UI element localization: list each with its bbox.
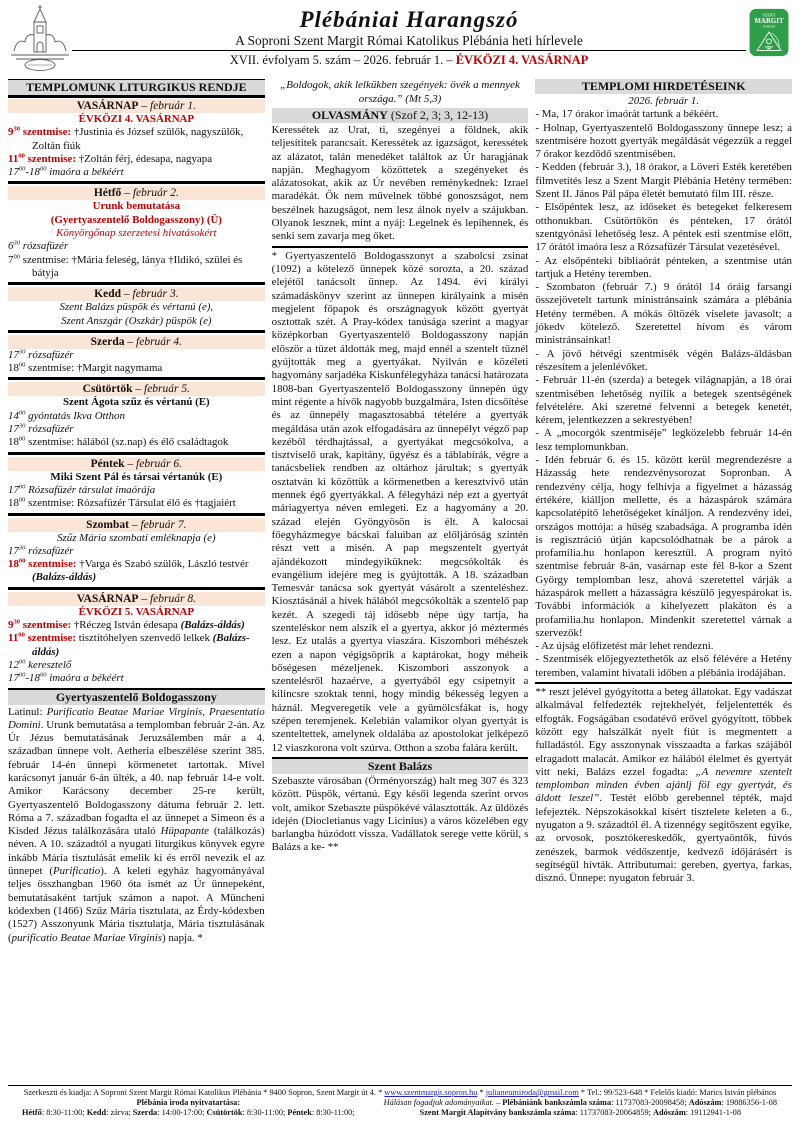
text-run: (Balázs-áldás) <box>32 571 97 584</box>
text-run: szentmise: <box>28 362 75 375</box>
balazs-article-body: Szebaszte városában (Örményország) halt meg 307 és 323 között. Püspök, vértanú. Egy késői legenda szerint orvos volt, amikor Szebaszte püspökévé választották. Az üldözés idején (Diocletianus vagy Licinius) a város közelében egy barlangba húzódott vissza. Vadállatok serege vette körül, s Balázs a ke- ** <box>271 774 529 854</box>
schedule-day-header <box>8 287 265 301</box>
masthead-rule <box>72 50 746 51</box>
text-run: (találkozás) néven. A 10. századtól a nyugati liturgikus könyvek egyre inkább Mária tisztulását emelik ki és erről nevezik el az ünnepet ( <box>8 825 265 878</box>
text-run: †Varga és Szabó szülők, László testvér <box>79 558 249 571</box>
office-hours-line <box>8 1108 369 1118</box>
imprint-contact: * Tel.: 99/523-648 * Felelős kiadó: Marics István plébános <box>578 1088 777 1097</box>
announcement-list <box>535 108 792 680</box>
text-run: 6 <box>8 240 14 253</box>
text-run: ). A keleti egyház hagyományával teljes összhangban 1960 óta ismét az Úr ünnepeként, bemutatásaként tartjuk számon a napot. A Müncheni kódexben (1466) Szűz Mária tisztulata, az Érdy-kódexben (1527) Asszonyunk Mária tisztulatja, Mária tisztulásának ( <box>8 865 265 944</box>
text-run: Rózsafüzér társulat imaórája <box>28 483 156 496</box>
text-run: Szerda <box>132 1108 158 1117</box>
text-run: 18 <box>8 497 19 510</box>
logo-text-szent: SZENT <box>762 12 776 18</box>
text-run: . Urunk bemutatása a templomban február 2-án. Az Úr Jézus bemutatásának Jeruzsálemben már a 4. században ünnepe volt. Aetheria elbeszélése szerint 385. február 14-én ünnepi körmenetet tartottak. Mivel karácsonyt január 6-án ülték, a 40. nap február 14-e volt. Amikor Karácsony december 25-re került, Gyertyaszentelő Boldogasszony dátuma február 2. lett. Róma a 7. században fogadta el az ünnepet a Simeon és a Kisded Jézus találkozására utaló <box>8 718 265 838</box>
text-run: purificatio Beatae Mariae Virginis <box>11 931 162 944</box>
announcement-item: - Holnap, Gyertyaszentelő Boldogasszony ünnepe lesz; a szentmisére hozott gyertyák megáldását végezzük a reggel 7 órakor kezdődő szentmisében. <box>535 121 792 161</box>
text-run: szentmise: <box>22 253 69 266</box>
text-run: †Justinia és József szülők, nagyszülők, Zoltán fiúk <box>32 126 244 152</box>
schedule-entry <box>8 497 265 510</box>
logo-text-sopron: SOPRON <box>762 24 776 29</box>
schedule-time: $18^{00}$ <box>8 496 26 510</box>
text-run: Latinul: <box>8 705 47 718</box>
text-run: Péntek <box>90 457 125 470</box>
text-run: 11 <box>8 152 19 165</box>
text-run: rózsafüzér <box>22 240 69 253</box>
text-run: : 8:30-11:00; <box>41 1108 87 1117</box>
schedule-entry <box>8 153 265 166</box>
text-run: – február 2. <box>121 187 179 200</box>
text-run: Szombat <box>86 518 129 531</box>
schedule-time: $17^{30}$ <box>8 348 26 361</box>
text-run: 14 <box>8 409 19 422</box>
issue-info: XVII. évfolyam 5. szám – 2026. február 1. – <box>229 53 456 67</box>
middle-column <box>272 79 529 1083</box>
text-run: 17 <box>8 483 19 496</box>
day-separator <box>8 377 265 380</box>
announcement-item: - Elsőpéntek lesz, az időseket és betegeket felkeresem otthonukban. Csütörtökön és pénteken, 17 órától szentgyónási lehetőség lesz. A péntek esti szentmise előtt, 17 órától imaóra lesz a Rózsafüzér Társulat vezetésével. <box>535 201 792 254</box>
schedule-feast-line: Szent Ágota szűz és vértanú (E) <box>62 396 210 409</box>
text-run: – február 4. <box>124 335 183 348</box>
schedule-feast-line: Urunk bemutatása <box>92 200 181 213</box>
text-run: Adószám <box>653 1108 686 1117</box>
text-run: 17 <box>8 544 19 557</box>
announcement-item: - Szombaton (február 7.) 9 órától 14 óráig farsangi összejövetelt tartunk ministránsaink számára a plébánia Hetény termében. A mókás öltözék viselete javasolt; a jókedv kötelező. Szeretettel hívom és várom ministránsainkat! <box>535 281 792 347</box>
day-separator <box>8 181 265 184</box>
church-sketch-logo <box>8 4 72 74</box>
schedule-entry <box>8 545 265 558</box>
day-separator <box>8 452 265 455</box>
schedule-feast-line: ÉVKÖZI 5. VASÁRNAP <box>78 605 195 618</box>
donation-line <box>369 1098 792 1108</box>
text-run: : 11737083-20064859; <box>575 1108 654 1117</box>
bank-info-block <box>369 1098 792 1118</box>
text-run: Purificatio Beatae Mariae Virginis <box>46 705 203 718</box>
text-run: – február 6. <box>124 457 183 470</box>
reading-body: Keressétek az Urat, ti, szegényei a földnek, akik teljesítitek parancsait. Keressétek az igazságot, keressétek az alázatot, talán menedéket találtok az Úr haragjának napján. Meghagyom közöttetek a szegényeket és alázatosokat, akik az Úr nevében reménykednek: Izrael maradékát. Ők nem művelnek többé gonoszságot, nem beszélnek hazugságot, nem lesz álnok nyelv a szájukban. Olyanok lesznek, mint a nyáj: Legelnek és lepihennek, és senki sem zavarja meg őket. <box>271 124 529 243</box>
text-run: Hálásan fogadjuk adományaikat. <box>383 1098 494 1107</box>
text-run: VASÁRNAP <box>76 592 139 605</box>
schedule-feast-line: Miki Szent Pál és társai vértanúk (E) <box>50 470 223 483</box>
schedule-feast-line: Szent Balázs püspök és vértanú (e), <box>59 301 214 314</box>
day-separator <box>8 282 265 285</box>
text-run: imaóra a békéért <box>49 166 124 179</box>
text-run: : 19112941-1-08 <box>685 1108 741 1117</box>
text-run: – február 7. <box>128 518 187 531</box>
text-run: : 14:00-17:00; <box>157 1108 207 1117</box>
schedule-time: $12^{00}$ <box>8 658 26 671</box>
schedule-time: $17^{00}-18^{00}$ <box>8 165 47 179</box>
section-rule-2 <box>535 682 792 684</box>
text-run: : 8:30-11:00; <box>311 1108 355 1117</box>
text-run: Péntek <box>287 1108 312 1117</box>
text-run: Plébániánk bankszámla száma <box>502 1098 612 1107</box>
balazs-continuation <box>535 686 792 885</box>
text-run: – február 1. <box>138 100 196 112</box>
announcement-item: - Február 11-én (szerda) a betegek világnapján, a 18 órai szentmisében lehetőség nyílik a betegek szentségének felvételére. Aki szeretné felvenni a betegek kenetét, kérem, jelentkezzen a sekrestyében! <box>535 374 792 427</box>
schedule-time: $6^{30}$ <box>8 239 20 253</box>
candlemas-article-title: Gyertyaszentelő Boldogasszony <box>8 688 265 705</box>
schedule-time: $18^{00}$ <box>8 435 26 449</box>
schedule-entry <box>8 484 265 497</box>
text-run: †Réczeg István édesapa <box>73 619 181 632</box>
text-run: Praesentatio Domini <box>8 705 265 731</box>
announcement-item: - Idén február 6. és 15. között kerül megrendezésre a Házasság hete rendezvénysorozat Sopronban. A rendezvény célja, hogy felhívja a figyelmet a házasság értékére, kiálljon mellette, és a házaspárok számára kapcsolatépítő lehetőségeket kínáljon. A rendezvény idei, országos mottója: a hűség szabadsága. A programba idén is regisztráció útján kapcsolódhatnak be a párok a profamilia.hu honlapon keresztül. A program nyitó szentmise február 8-án, vasárnap este fél 8-kor a Szent György templomban lesz, ahová szeretettel várják a házaspárok mellett a házasságra készülő jegyespárokat is. További információk a kihelyezett plakáton és a profamilia.hu honlapon. Mindenkit szeretettel várnak a szervezők! <box>535 454 792 639</box>
text-run: szentmise: <box>27 632 76 645</box>
schedule-time: $17^{00}-18^{00}$ <box>8 671 47 685</box>
text-run: 12 <box>8 658 19 671</box>
schedule-time: $9^{30}$ <box>8 618 20 632</box>
schedule-entry <box>8 558 265 585</box>
text-run: Hüpapante <box>160 825 209 838</box>
szent-margit-logo <box>746 4 792 58</box>
text-run: szentmise: <box>28 558 77 571</box>
schedule-day-header <box>8 186 265 200</box>
text-run: 17 <box>8 423 19 436</box>
text-run: : zárva; <box>106 1108 133 1117</box>
text-run: Rózsafüzér Társulat élő és †tagjaiért <box>76 497 236 510</box>
text-run: szentmise: <box>27 152 76 165</box>
foundation-line <box>369 1108 792 1118</box>
text-run: Purificatio <box>52 865 101 878</box>
text-run: Kedd <box>86 1108 107 1117</box>
imprint-publisher: Szerkeszti és kiadja: A Soproni Szent Margit Római Katolikus Plébánia * 9400 Sopron, Szent Margit út 4. * <box>23 1088 385 1097</box>
text-run: 17 <box>8 348 19 361</box>
left-column <box>8 79 265 1083</box>
issue-line <box>72 53 746 68</box>
schedule-entry <box>8 619 265 632</box>
text-run: – február 3. <box>121 288 179 301</box>
website-link[interactable]: www.szentmargit.sopron.hu <box>384 1088 478 1097</box>
schedule-entry <box>8 126 265 153</box>
schedule-day-header <box>8 592 265 606</box>
text-run: rózsafüzér <box>28 423 74 436</box>
day-separator <box>8 330 265 333</box>
office-hours-title: Plébánia iroda nyitvatartása: <box>136 1098 241 1107</box>
announcements-date: 2026. február 1. <box>628 95 700 107</box>
reading-title-word: OLVASMÁNY <box>311 108 388 122</box>
text-run: : 19886356-1-08 <box>721 1098 777 1107</box>
text-run: szentmise: <box>28 497 75 510</box>
text-run: Hétfő <box>22 1108 42 1117</box>
text-run: -18 <box>25 672 40 685</box>
schedule-entry <box>8 436 265 449</box>
schedule-time: $14^{00}$ <box>8 409 26 422</box>
text-run: (Balázs-áldás) <box>32 632 250 658</box>
announcement-item: - Az elsőpénteki bibliaórát pénteken, a szentmise után tartjuk a Hetény teremben. <box>535 254 792 280</box>
text-run: keresztelő <box>28 658 72 671</box>
day-separator <box>8 513 265 516</box>
balazs-article-title: Szent Balázs <box>272 757 529 774</box>
schedule-day-header <box>8 518 265 532</box>
reading-title-ref: (Szof 2, 3; 3, 12-13) <box>387 108 489 122</box>
imprint-line <box>8 1088 792 1098</box>
schedule-day-header <box>8 382 265 396</box>
text-run: 7 <box>8 253 14 266</box>
text-run: Csütörtök <box>82 383 133 396</box>
newsletter-subtitle: A Soproni Szent Margit Római Katolikus Plébánia heti hírlevele <box>235 33 583 48</box>
newsletter-title: Plébániai Harangszó <box>299 7 519 32</box>
text-run: : 8:30-11:00; <box>242 1108 288 1117</box>
schedule-entry <box>8 423 265 436</box>
schedule-time: $18^{00}$ <box>8 557 26 571</box>
schedule-day-header <box>8 457 265 471</box>
footer-columns <box>8 1098 792 1118</box>
announcements-title: TEMPLOMI HIRDETÉSEINK <box>535 79 792 94</box>
schedule-entry <box>8 659 265 672</box>
schedule-entry <box>8 410 265 423</box>
text-run: – február 8. <box>138 592 196 605</box>
office-hours-block <box>8 1098 369 1118</box>
text-run: (Balázs-áldás) <box>180 619 245 632</box>
text-run: Csütörtök <box>206 1108 243 1117</box>
email-link[interactable]: julianeumiroda@gmail.com <box>485 1088 579 1097</box>
schedule-time: $11^{00}$ <box>8 152 25 165</box>
day-separator <box>8 587 265 590</box>
schedule-entry <box>8 362 265 375</box>
text-run: -18 <box>25 166 40 179</box>
schedule-feast-line: Szűz Mária szombati emléknapja (e) <box>57 531 216 544</box>
text-run: rózsafüzér <box>28 544 74 557</box>
text-run: 18 <box>8 436 19 449</box>
text-run: – <box>494 1098 503 1107</box>
text-run: , <box>202 705 210 718</box>
text-run: „A nevemre szentelt templomban minden évben ajánlj föl egy gyertyát, és áldott leszel” <box>535 765 792 805</box>
text-run: †Mária feleség, lánya †Ildikó, szülei és bátyja <box>32 253 243 279</box>
text-run: szentmise: <box>22 619 72 632</box>
text-run: Hétfő <box>93 187 122 200</box>
schedule-time: $11^{00}$ <box>8 631 25 645</box>
text-run: Adószám <box>688 1098 722 1107</box>
text-run: hálából (sz.nap) és élő családtagok <box>76 436 229 449</box>
text-run: †Zoltán férj, édesapa, nagyapa <box>78 152 213 165</box>
announcement-item: - Az újság előfizetést már lehet rendezni. <box>535 640 714 653</box>
schedule-entry <box>8 240 265 253</box>
text-run: tisztítóhelyen szenvedő lelkek <box>78 632 213 645</box>
text-run: szentmise: <box>22 126 72 139</box>
schedule-entry <box>8 632 265 659</box>
masthead <box>8 4 792 78</box>
text-run: rózsafüzér <box>28 348 74 361</box>
announcement-item: - A „mocorgók szentmiséje” legközelebb február 14-én lesz templomunkban. <box>535 427 792 453</box>
schedule-time: $17^{30}$ <box>8 544 26 557</box>
text-run: imaóra a békéért <box>49 672 124 685</box>
text-run: . Testét előbb gerebennel tépték, majd lefejezték. Népszokásokkal kísért tisztelete keleten a 6., nyugaton a 9. századtól él. A tizennégy segítőszent egyike, az orvosok, posztókereskedők, gyertyaöntők, fúvós zenészek, barmok védőszentje, kedvező időjárásért is segítségül hívták. Attributumai: gereben, gyertya, farkas, disznó. Ünnepe: nyugaton február 3. <box>535 792 792 885</box>
schedule-entry <box>8 349 265 362</box>
page-footer <box>8 1085 792 1118</box>
announcement-item: - Szentmisék előjegyeztethetők az első félévére a Hetény teremben, valamint hivatali időben a plébánia irodájában. <box>535 653 792 679</box>
text-run: 9 <box>8 619 14 632</box>
schedule-entry <box>8 166 265 179</box>
text-run: †Margit nagymama <box>76 362 163 375</box>
logo-text-margit: MARGIT <box>754 16 784 25</box>
text-run: VASÁRNAP <box>76 100 139 112</box>
text-run: 17 <box>8 672 19 685</box>
schedule-feast-line: Szent Anszgár (Oszkár) püspök (e) <box>61 314 212 327</box>
issue-sunday-name: ÉVKÖZI 4. VASÁRNAP <box>455 53 589 67</box>
text-run: szentmise: <box>28 436 75 449</box>
schedule-day-header <box>8 99 265 113</box>
text-run: – február 5. <box>132 383 190 396</box>
masthead-center <box>72 4 746 68</box>
schedule-time: $7^{00}$ <box>8 253 20 266</box>
text-run: 18 <box>8 558 19 571</box>
announcement-item: - Ma, 17 órakor imaórát tartunk a békéért. <box>535 108 719 121</box>
text-run: Szent Margit Alapítvány bankszámla száma <box>419 1108 576 1117</box>
text-run: Kedd <box>94 288 121 301</box>
text-run: Szerda <box>90 335 125 348</box>
schedule-time: $9^{30}$ <box>8 125 20 139</box>
reading-title <box>272 108 529 123</box>
text-run: ) napja. * <box>161 931 203 944</box>
candlemas-customs-body: * Gyertyaszentelő Boldogasszonyt a szabolcsi zsinat (1092) a kötelező ünnepek közé sorozta, a 20. század elejétől tanácsolt ünnep. Az 1494. évi királyi számadáskönyv szerint az ünnepen királyaink a misén megjelent főpapok és országnagyok között gyertyát osztottak szét. A Pray-kódex tanúsága szerint a magyar középkorban Gyertyaszentelő Boldogasszony napján először a tüzet áldották meg, majd ennél a szentelt tűznél gyújtották meg a gyertyákat. Nyilván e közéleti hagyomány sarjadéka Kiskunfélegyháza tanácsi határozata 1808-ban Gyertyaszentelő Boldogasszony ünnepén úgy mint régente a hívők nagyobb buzgalmára, Isten dicsőítése és az ünnepély magasztosabbá tételére a gyertyák megáldása után azok elfogadására az ünnepélyt végző pap kezéből térdhajtással, a gyertyákat megcsókolva, a tisztviselő urak, kapitány, ügyész és a táblabírák, végre a tanácsbeliek rendben az oltárhoz járultak; s gyertyák osztatván ki közöttük a körmenetben a keresztvivő után mennek égő gyertyákkal. A félegyházi nép ezt a gyertyát máriagyertya néven emlegeti. Ez a hagyomány a 20. század elején Gyöngyösön is élt. A kalocsai főegyházmegye bácskai faluiban az előljáróság szintén részt vett a misén. A pap megszentelt gyertyát ajándékozott mindegyiküknek: megcsókolták és evangélium idejére meg is gyújtották. A 18. században Temesvár tanácsa sok gyertyát vásárolt a szenteléshez. Kiosztásánál a hívek hálából megcsókolták a szentelő pap kezét. A szegedi táj idősebb népe úgy tartja, ha szenteléskor nem alszik el a gyertya, akkor jó méztermés lesz. Ez utalás a gyertya viaszára. Kiszombori méhészek ezen a napon végigsöprik a kaptárokat, hogy méheik bőségesen mézeljenek. Kiszombori asszonyok a szentelésről hazaérve, a gyertyából egy csipetnyit a kilincsre szoktak tenni, hogy mindig békesség legyen a háznál. Megveregetik vele a gyümölcsfákat is, hogy szépen teremjenek. Kelebián valamikor olyan gyertyát is szenteltettek, amelynek oldalába az apostolokat jelképező 12 viaszkorona volt szúrva. Otthon a szoba falára került. <box>271 249 529 754</box>
text-run: ** reszt jelével gyógyította a beteg állatokat. Egy vadászat alkalmával felfedezték rejtekhelyét, feljelentették és elfogták. Fogságában csodatévő erővel gyógyított, többek között egy halszálkát nyelt fiút is megmentett a fulladástól. Egy asszonynak visszaadta a farkas szájából elragadott malacát. Amikor ez hálából élelmet és gyertyát vitt neki, Balázs ezzel fogadta: <box>535 686 792 778</box>
text-run: 9 <box>8 126 14 139</box>
announcement-item: - A jövő hétvégi szentmisék végén Balázs-áldásban részesítem a jelenlévőket. <box>535 347 792 373</box>
section-rule <box>272 246 529 248</box>
beatitude-quote: „Boldogok, akik lelkükben szegények: övék a mennyek országa.” (Mt 5,3) <box>280 79 520 105</box>
right-column <box>535 79 792 1083</box>
text-run: 11 <box>8 632 19 645</box>
schedule-feast-line: Könyörgőnap szerzetesi hivatásokért <box>56 227 217 240</box>
liturgy-section-title: TEMPLOMUNK LITURGIKUS RENDJE <box>8 79 265 98</box>
candlemas-article-body <box>8 706 265 945</box>
liturgical-schedule <box>8 99 265 686</box>
text-run: gyóntatás Ikva Otthon <box>28 409 125 422</box>
announcement-item: - Kedden (február 3.), 18 órakor, a Löveri Esték keretében filmvetítés lesz a Szent Margit Plébánia Hetény termében: Szent II. János Pál pápa életét bemutató film III. része. <box>535 161 792 201</box>
text-run: 17 <box>8 166 19 179</box>
schedule-entry <box>8 672 265 685</box>
schedule-feast-line: ÉVKÖZI 4. VASÁRNAP <box>78 113 195 125</box>
schedule-entry <box>8 254 265 281</box>
schedule-time: $17^{00}$ <box>8 483 26 496</box>
schedule-feast-line: (Gyertyaszentelő Boldogasszony) (Ü) <box>50 213 222 226</box>
text-run: : 11737083-20098458; <box>611 1098 689 1107</box>
three-column-body <box>8 79 792 1083</box>
text-run: 18 <box>8 362 19 375</box>
imprint-sep: * <box>477 1088 486 1097</box>
schedule-time: $17^{30}$ <box>8 422 26 436</box>
schedule-time: $18^{00}$ <box>8 361 26 375</box>
schedule-day-header <box>8 335 265 349</box>
